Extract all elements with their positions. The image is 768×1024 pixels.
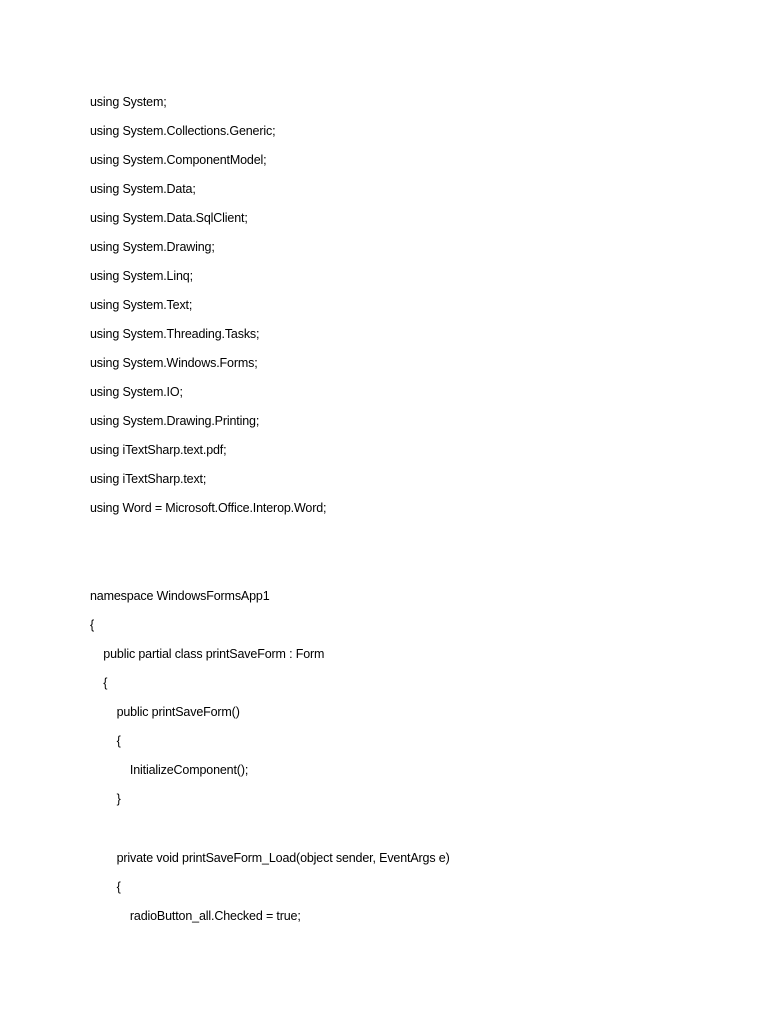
code-line: { [90,618,95,632]
code-line: using System.Text; [90,298,193,312]
code-line: { [90,880,121,894]
code-line: { [90,676,108,690]
code-line: public partial class printSaveForm : Form [90,647,325,661]
code-line: InitializeComponent(); [90,763,249,777]
code-line: using System.IO; [90,385,183,399]
code-line: using iTextSharp.text; [90,472,207,486]
code-line: { [90,734,121,748]
code-line: radioButton_all.Checked = true; [90,909,301,923]
code-line: using iTextSharp.text.pdf; [90,443,227,457]
code-line: using System.Collections.Generic; [90,124,276,138]
code-line: private void printSaveForm_Load(object sender, EventArgs e) [90,851,450,865]
code-line: namespace WindowsFormsApp1 [90,589,270,603]
code-line: using Word = Microsoft.Office.Interop.Word; [90,501,327,515]
code-line: using System; [90,95,167,109]
code-line: } [90,792,121,806]
code-line: public printSaveForm() [90,705,240,719]
code-line: using System.Linq; [90,269,193,283]
code-line: using System.Data.SqlClient; [90,211,248,225]
code-line: using System.ComponentModel; [90,153,267,167]
code-line: using System.Drawing.Printing; [90,414,260,428]
code-line: using System.Drawing; [90,240,215,254]
code-line: using System.Threading.Tasks; [90,327,260,341]
code-line: using System.Windows.Forms; [90,356,258,370]
code-line: using System.Data; [90,182,196,196]
